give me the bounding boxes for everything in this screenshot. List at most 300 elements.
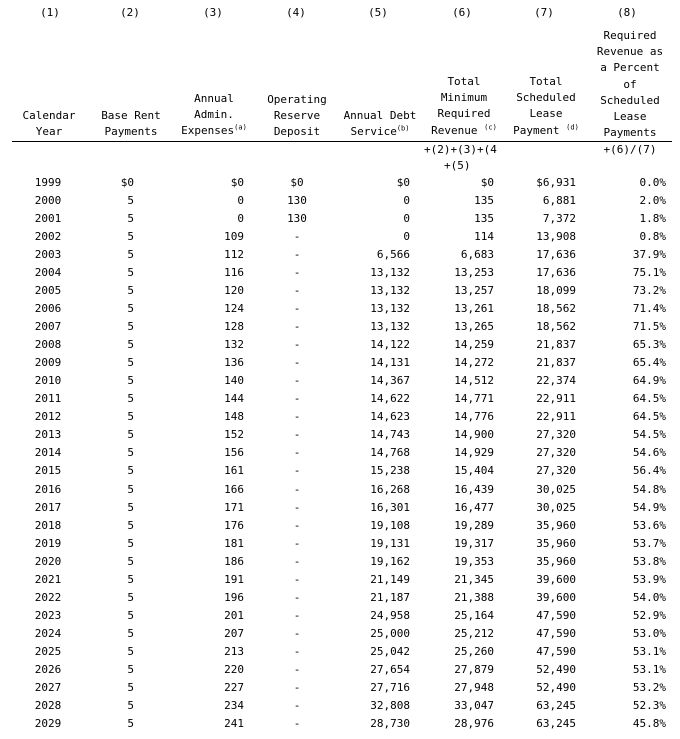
cell-lease: 30,025 [536, 500, 576, 514]
formula-line: +(2)+(3)+(4 [424, 143, 497, 156]
cell-reserve: - [293, 482, 301, 496]
cell-base: 5 [127, 662, 134, 676]
cell-year: 2010 [34, 374, 62, 388]
table-row [0, 336, 680, 354]
cell-pct: 45.8% [632, 716, 666, 730]
table-row [0, 228, 680, 246]
cell-year: 2004 [34, 266, 62, 280]
cell-lease: 21,837 [536, 356, 576, 370]
cell-base: 5 [127, 266, 134, 280]
column-number-row [0, 6, 680, 20]
cell-total: 16,439 [454, 482, 494, 496]
formula-line: +(5) [444, 159, 471, 172]
cell-debt: 25,042 [370, 644, 410, 658]
cell-total: 21,388 [454, 590, 494, 604]
cell-pct: 2.0% [639, 194, 666, 208]
cell-admin: 0 [237, 194, 244, 208]
cell-pct: 1.8% [639, 212, 666, 226]
cell-year: 2000 [34, 194, 62, 208]
cell-pct: 53.8% [632, 554, 666, 568]
cell-reserve: 130 [287, 212, 307, 226]
table-row [0, 499, 680, 517]
cell-base: 5 [127, 536, 134, 550]
formula-col6 [424, 142, 504, 174]
cell-debt: 27,654 [370, 662, 410, 676]
cell-pct: 53.6% [632, 518, 666, 532]
cell-total: 14,929 [454, 446, 494, 460]
cell-pct: 53.1% [632, 662, 666, 676]
cell-admin: 0 [237, 212, 244, 226]
cell-total: 16,477 [454, 500, 494, 514]
cell-pct: 65.3% [632, 338, 666, 352]
cell-debt: 13,132 [370, 302, 410, 316]
header-percent-of-lease [590, 28, 670, 141]
cell-reserve: - [293, 500, 301, 514]
header-line: Required [603, 29, 657, 42]
cell-admin: 132 [224, 338, 244, 352]
cell-debt: 0 [403, 212, 410, 226]
cell-pct: 52.9% [632, 608, 666, 622]
cell-debt: 13,132 [370, 266, 410, 280]
header-total-lease-payment [506, 74, 586, 139]
cell-lease: 39,600 [536, 572, 576, 586]
cell-debt: 19,108 [370, 518, 410, 532]
cell-year: 2023 [34, 608, 62, 622]
cell-reserve: - [293, 698, 301, 712]
cell-lease: 18,562 [536, 320, 576, 334]
cell-base: 5 [127, 626, 134, 640]
cell-debt: 14,743 [370, 428, 410, 442]
cell-base: 5 [127, 608, 134, 622]
cell-admin: 136 [224, 356, 244, 370]
cell-base: 5 [127, 194, 134, 208]
column-number: (5) [368, 6, 388, 19]
cell-base: 5 [127, 644, 134, 658]
footnote-marker: (d) [566, 122, 579, 131]
cell-lease: 35,960 [536, 554, 576, 568]
cell-base: 5 [127, 446, 134, 460]
cell-debt: 15,238 [370, 464, 410, 478]
cell-year: 2002 [34, 230, 62, 244]
cell-reserve: - [293, 464, 301, 478]
cell-debt: 19,131 [370, 536, 410, 550]
cell-base: 5 [127, 680, 134, 694]
header-line: Deposit [273, 125, 321, 139]
header-text: Revenue [431, 123, 478, 137]
cell-base: 5 [127, 338, 134, 352]
cell-debt: $0 [396, 176, 410, 189]
header-line: Reserve [273, 109, 321, 123]
cell-admin: 176 [224, 518, 244, 532]
cell-lease: 47,590 [536, 644, 576, 658]
cell-lease: 30,025 [536, 482, 576, 496]
cell-total: 135 [474, 212, 494, 226]
cell-year: 2018 [34, 518, 62, 532]
cell-total: 27,948 [454, 680, 494, 694]
cell-reserve: - [293, 284, 301, 298]
cell-reserve: - [293, 374, 301, 388]
cell-reserve: - [293, 230, 301, 244]
table-row [0, 300, 680, 318]
table-row [0, 571, 680, 589]
cell-year: 2020 [34, 554, 62, 568]
cell-total: 28,976 [454, 716, 494, 730]
cell-admin: 241 [224, 716, 244, 730]
cell-base: 5 [127, 482, 134, 496]
cell-total: 33,047 [454, 698, 494, 712]
table-row [0, 462, 680, 480]
cell-debt: 13,132 [370, 320, 410, 334]
cell-admin: 112 [224, 248, 244, 262]
cell-admin: 116 [224, 266, 244, 280]
cell-lease: 7,372 [542, 212, 576, 226]
cell-total: 135 [474, 194, 494, 208]
cell-lease: 27,320 [536, 428, 576, 442]
cell-admin: 161 [224, 464, 244, 478]
table-row [0, 589, 680, 607]
header-line [424, 123, 504, 139]
cell-admin: 152 [224, 428, 244, 442]
header-text: Service [350, 125, 397, 139]
cell-total: 14,272 [454, 356, 494, 370]
cell-year: 2027 [34, 680, 62, 694]
cell-year: 2028 [34, 698, 62, 712]
cell-total: 13,261 [454, 302, 494, 316]
cell-base: 5 [127, 554, 134, 568]
cell-total: 14,259 [454, 338, 494, 352]
table-row [0, 246, 680, 264]
cell-admin: 140 [224, 374, 244, 388]
cell-reserve: - [293, 572, 301, 586]
cell-total: 13,253 [454, 266, 494, 280]
cell-total: 14,512 [454, 374, 494, 388]
cell-lease: 22,911 [536, 392, 576, 406]
cell-year: 2017 [34, 500, 62, 514]
table-row [0, 607, 680, 625]
header-rule [12, 141, 672, 142]
cell-admin: 148 [224, 410, 244, 424]
cell-total: 14,776 [454, 410, 494, 424]
cell-base: 5 [127, 572, 134, 586]
column-number: (1) [40, 6, 60, 19]
cell-lease: 35,960 [536, 518, 576, 532]
cell-reserve: - [293, 302, 301, 316]
cell-reserve: $0 [290, 176, 304, 189]
cell-total: 25,164 [454, 608, 494, 622]
header-line: Scheduled [516, 91, 576, 105]
header-line: Admin. [194, 108, 234, 122]
header-line: Scheduled [600, 93, 660, 107]
column-number: (4) [286, 6, 306, 19]
cell-base: 5 [127, 500, 134, 514]
cell-base: 5 [127, 428, 134, 442]
header-line [338, 124, 422, 140]
cell-base: 5 [127, 356, 134, 370]
table-row [0, 643, 680, 661]
cell-total: 15,404 [454, 464, 494, 478]
table-row [0, 481, 680, 499]
column-number: (7) [534, 6, 554, 19]
cell-admin: 166 [224, 482, 244, 496]
cell-base: 5 [127, 590, 134, 604]
cell-lease: $6,931 [536, 176, 576, 189]
cell-year: 2005 [34, 284, 62, 298]
cell-base: 5 [127, 302, 134, 316]
cell-admin: 181 [224, 536, 244, 550]
table-row [0, 192, 680, 210]
header-line: Payments [603, 126, 657, 140]
table-row [0, 174, 680, 192]
header-line: Total [447, 75, 481, 88]
header-calendar-year [12, 108, 86, 140]
cell-admin: 213 [224, 644, 244, 658]
formula-col8: +(6)/(7) [603, 143, 657, 156]
cell-admin: 191 [224, 572, 244, 586]
cell-base: 5 [127, 464, 134, 478]
cell-admin: $0 [230, 176, 244, 189]
cell-year: 2012 [34, 410, 62, 424]
cell-admin: 120 [224, 284, 244, 298]
cell-lease: 22,911 [536, 410, 576, 424]
cell-reserve: - [293, 644, 301, 658]
cell-reserve: - [293, 608, 301, 622]
cell-base: 5 [127, 716, 134, 730]
cell-lease: 39,600 [536, 590, 576, 604]
cell-admin: 109 [224, 230, 244, 244]
cell-reserve: - [293, 590, 301, 604]
cell-total: 13,265 [454, 320, 494, 334]
cell-year: 2007 [34, 320, 62, 334]
cell-base: 5 [127, 248, 134, 262]
cell-total: 14,900 [454, 428, 494, 442]
cell-pct: 53.1% [632, 644, 666, 658]
cell-debt: 19,162 [370, 554, 410, 568]
table-row [0, 661, 680, 679]
table-row [0, 553, 680, 571]
cell-reserve: - [293, 338, 301, 352]
cell-pct: 54.8% [632, 482, 666, 496]
cell-debt: 21,149 [370, 572, 410, 586]
cell-debt: 6,566 [376, 248, 410, 262]
cell-lease: 22,374 [536, 374, 576, 388]
footnote-marker: (a) [234, 123, 247, 132]
header-line: Lease [613, 110, 647, 124]
cell-total: 19,317 [454, 536, 494, 550]
cell-year: 2006 [34, 302, 62, 316]
cell-lease: 52,490 [536, 680, 576, 694]
cell-reserve: - [293, 446, 301, 460]
cell-debt: 14,622 [370, 392, 410, 406]
header-line: Minimum [440, 91, 488, 105]
cell-base: 5 [127, 518, 134, 532]
cell-admin: 156 [224, 446, 244, 460]
cell-year: 2022 [34, 590, 62, 604]
cell-base: 5 [127, 392, 134, 406]
table-row [0, 535, 680, 553]
header-base-rent [92, 108, 170, 140]
cell-debt: 21,187 [370, 590, 410, 604]
cell-pct: 53.0% [632, 626, 666, 640]
cell-year: 2003 [34, 248, 62, 262]
cell-year: 2016 [34, 482, 62, 496]
cell-total: 114 [474, 230, 494, 244]
cell-reserve: - [293, 320, 301, 334]
cell-total: 19,289 [454, 518, 494, 532]
header-debt-service [338, 108, 422, 140]
table-row [0, 625, 680, 643]
cell-base: $0 [120, 176, 134, 189]
cell-debt: 14,768 [370, 446, 410, 460]
cell-total: 25,212 [454, 626, 494, 640]
cell-pct: 64.5% [632, 392, 666, 406]
cell-debt: 14,367 [370, 374, 410, 388]
cell-debt: 32,808 [370, 698, 410, 712]
cell-debt: 16,268 [370, 482, 410, 496]
cell-lease: 47,590 [536, 608, 576, 622]
cell-base: 5 [127, 230, 134, 244]
header-line: Year [35, 125, 63, 139]
cell-reserve: - [293, 680, 301, 694]
cell-admin: 171 [224, 500, 244, 514]
cell-debt: 16,301 [370, 500, 410, 514]
cell-base: 5 [127, 698, 134, 712]
cell-year: 2014 [34, 446, 62, 460]
cell-pct: 64.9% [632, 374, 666, 388]
cell-admin: 234 [224, 698, 244, 712]
cell-debt: 24,958 [370, 608, 410, 622]
cell-year: 2025 [34, 644, 62, 658]
cell-reserve: - [293, 356, 301, 370]
table-row [0, 390, 680, 408]
cell-total: 25,260 [454, 644, 494, 658]
cell-pct: 37.9% [632, 248, 666, 262]
header-total-min-revenue [424, 74, 504, 139]
cell-total: $0 [480, 176, 494, 189]
footnote-marker: (c) [484, 122, 497, 131]
header-text: Expenses [181, 124, 235, 138]
cell-lease: 18,099 [536, 284, 576, 298]
column-number: (2) [120, 6, 140, 19]
table-row [0, 426, 680, 444]
cell-pct: 54.0% [632, 590, 666, 604]
cell-debt: 14,623 [370, 410, 410, 424]
cell-lease: 35,960 [536, 536, 576, 550]
cell-debt: 14,122 [370, 338, 410, 352]
cell-pct: 0.8% [639, 230, 666, 244]
cell-total: 14,771 [454, 392, 494, 406]
header-line: of [623, 77, 637, 91]
table-row [0, 444, 680, 462]
cell-pct: 73.2% [632, 284, 666, 298]
header-line: Lease [529, 107, 563, 121]
header-line [172, 123, 256, 139]
footnote-marker: (b) [396, 124, 410, 133]
cell-pct: 54.6% [632, 446, 666, 460]
table-row [0, 408, 680, 426]
cell-lease: 27,320 [536, 464, 576, 478]
table-row [0, 354, 680, 372]
cell-reserve: - [293, 266, 301, 280]
header-text: Payment [513, 123, 560, 137]
cell-lease: 13,908 [536, 230, 576, 244]
cell-lease: 47,590 [536, 626, 576, 640]
header-line: Payments [104, 125, 158, 139]
header-operating-reserve [258, 92, 336, 141]
table-row [0, 282, 680, 300]
header-line: Annual Debt [343, 109, 417, 122]
cell-admin: 220 [224, 662, 244, 676]
cell-year: 2029 [34, 716, 62, 730]
table-row [0, 210, 680, 228]
cell-lease: 17,636 [536, 266, 576, 280]
header-line: Revenue as [596, 45, 664, 59]
cell-total: 27,879 [454, 662, 494, 676]
table-row [0, 697, 680, 715]
cell-lease: 17,636 [536, 248, 576, 262]
cell-debt: 0 [403, 230, 410, 244]
cell-total: 6,683 [460, 248, 494, 262]
cell-debt: 27,716 [370, 680, 410, 694]
header-line [506, 123, 586, 139]
cell-reserve: - [293, 392, 301, 406]
cell-pct: 54.5% [632, 428, 666, 442]
cell-base: 5 [127, 212, 134, 226]
cell-year: 2008 [34, 338, 62, 352]
cell-lease: 6,881 [542, 194, 576, 208]
cell-year: 2019 [34, 536, 62, 550]
header-line: Required [437, 107, 491, 121]
cell-reserve: - [293, 428, 301, 442]
cell-year: 2013 [34, 428, 62, 442]
cell-debt: 13,132 [370, 284, 410, 298]
header-line: a Percent [600, 61, 660, 75]
cell-pct: 53.2% [632, 680, 666, 694]
cell-lease: 18,562 [536, 302, 576, 316]
header-line: Calendar [22, 109, 76, 122]
cell-total: 19,353 [454, 554, 494, 568]
header-line: Annual [194, 92, 234, 105]
header-admin-expenses [172, 91, 256, 140]
cell-pct: 53.7% [632, 536, 666, 550]
cell-year: 2001 [34, 212, 62, 226]
cell-year: 1999 [34, 176, 62, 189]
cell-year: 2015 [34, 464, 62, 478]
cell-debt: 28,730 [370, 716, 410, 730]
cell-lease: 27,320 [536, 446, 576, 460]
table-row [0, 318, 680, 336]
cell-admin: 186 [224, 554, 244, 568]
cell-base: 5 [127, 374, 134, 388]
cell-pct: 71.4% [632, 302, 666, 316]
cell-year: 2024 [34, 626, 62, 640]
cell-reserve: - [293, 662, 301, 676]
cell-admin: 227 [224, 680, 244, 694]
table-row [0, 264, 680, 282]
table-row [0, 679, 680, 697]
cell-year: 2011 [34, 392, 62, 406]
cell-lease: 21,837 [536, 338, 576, 352]
column-number: (8) [617, 6, 637, 19]
cell-reserve: - [293, 410, 301, 424]
cell-pct: 71.5% [632, 320, 666, 334]
cell-base: 5 [127, 320, 134, 334]
column-number: (6) [452, 6, 472, 19]
cell-pct: 56.4% [632, 464, 666, 478]
cell-base: 5 [127, 410, 134, 424]
cell-year: 2026 [34, 662, 62, 676]
cell-pct: 52.3% [632, 698, 666, 712]
cell-admin: 124 [224, 302, 244, 316]
